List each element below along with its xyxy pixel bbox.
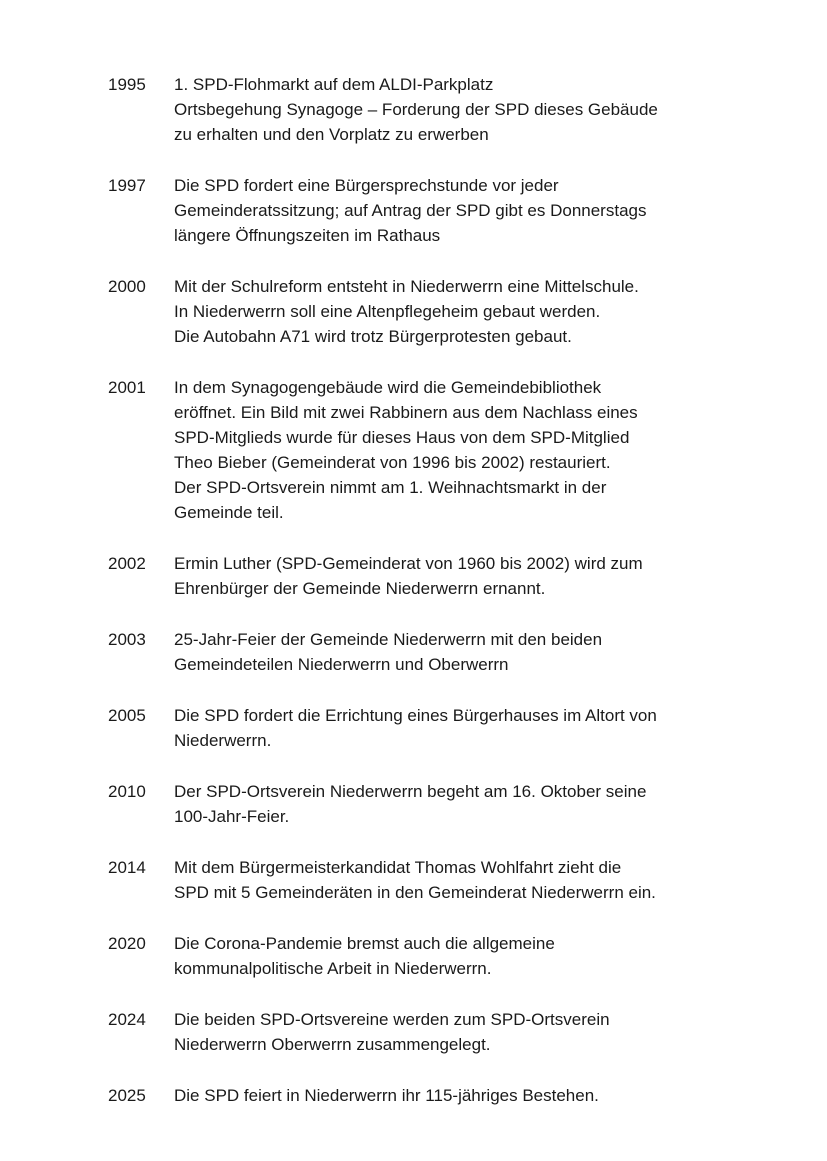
entry-text [174, 551, 748, 601]
timeline-entry [108, 551, 748, 601]
entry-text-line: Ehrenbürger der Gemeinde Niederwerrn ernannt. [174, 579, 546, 598]
entry-text-line: Ortsbegehung Synagoge – Forderung der SPD dieses Gebäude [174, 100, 658, 119]
timeline-entry [108, 375, 748, 525]
entry-text [174, 1007, 748, 1057]
entry-text-line: kommunalpolitische Arbeit in Niederwerrn. [174, 959, 492, 978]
entry-text-line: Der SPD-Ortsverein Niederwerrn begeht am 16. Oktober seine [174, 782, 647, 801]
entry-text-line: zu erhalten und den Vorplatz zu erwerben [174, 125, 489, 144]
entry-year: 2024 [108, 1010, 146, 1029]
entry-year: 2003 [108, 630, 146, 649]
entry-year: 1997 [108, 176, 146, 195]
timeline-entry [108, 274, 748, 349]
entry-text-line: Ermin Luther (SPD-Gemeinderat von 1960 bis 2002) wird zum [174, 554, 643, 573]
entry-text [174, 375, 748, 525]
entry-text-line: Gemeindeteilen Niederwerrn und Oberwerrn [174, 655, 509, 674]
entry-text-line: Niederwerrn Oberwerrn zusammengelegt. [174, 1035, 491, 1054]
timeline-entry [108, 855, 748, 905]
entry-year: 2005 [108, 706, 146, 725]
entry-text-line: Die Corona-Pandemie bremst auch die allgemeine [174, 934, 555, 953]
entry-year: 2010 [108, 782, 146, 801]
entry-text [174, 931, 748, 981]
timeline-entry [108, 931, 748, 981]
entry-year: 2020 [108, 934, 146, 953]
entry-text-line: SPD-Mitglieds wurde für dieses Haus von dem SPD-Mitglied [174, 428, 630, 447]
entry-text [174, 72, 748, 147]
entry-text [174, 703, 748, 753]
entry-text [174, 627, 748, 677]
timeline-entry [108, 1083, 748, 1108]
entry-text-line: In Niederwerrn soll eine Altenpflegeheim gebaut werden. [174, 302, 601, 321]
entry-year: 2002 [108, 554, 146, 573]
entry-text-line: Die SPD fordert die Errichtung eines Bürgerhauses im Altort von [174, 706, 657, 725]
timeline-list [108, 72, 748, 1134]
entry-year: 2014 [108, 858, 146, 877]
entry-text-line: eröffnet. Ein Bild mit zwei Rabbinern aus dem Nachlass eines [174, 403, 638, 422]
entry-text-line: Gemeinderatssitzung; auf Antrag der SPD gibt es Donnerstags [174, 201, 647, 220]
entry-text-line: In dem Synagogengebäude wird die Gemeindebibliothek [174, 378, 602, 397]
entry-text-line: 1. SPD-Flohmarkt auf dem ALDI-Parkplatz [174, 75, 494, 94]
entry-text-line: Der SPD-Ortsverein nimmt am 1. Weihnachtsmarkt in der [174, 478, 607, 497]
entry-text [174, 779, 748, 829]
entry-text-line: Die beiden SPD-Ortsvereine werden zum SPD-Ortsverein [174, 1010, 610, 1029]
timeline-entry [108, 173, 748, 248]
entry-text-line: Die SPD feiert in Niederwerrn ihr 115-jähriges Bestehen. [174, 1086, 599, 1105]
timeline-entry [108, 703, 748, 753]
entry-text-line: 100-Jahr-Feier. [174, 807, 290, 826]
entry-text-line: Mit dem Bürgermeisterkandidat Thomas Wohlfahrt zieht die [174, 858, 622, 877]
entry-text-line: Mit der Schulreform entsteht in Niederwerrn eine Mittelschule. [174, 277, 639, 296]
entry-text-line: SPD mit 5 Gemeinderäten in den Gemeinderat Niederwerrn ein. [174, 883, 656, 902]
timeline-entry [108, 779, 748, 829]
entry-text-line: Gemeinde teil. [174, 503, 284, 522]
timeline-entry [108, 627, 748, 677]
entry-year: 2000 [108, 277, 146, 296]
entry-text [174, 274, 748, 349]
entry-year: 2025 [108, 1086, 146, 1105]
entry-year: 1995 [108, 75, 146, 94]
entry-text [174, 855, 748, 905]
entry-text [174, 173, 748, 248]
entry-text-line: Die SPD fordert eine Bürgersprechstunde vor jeder [174, 176, 559, 195]
timeline-entry [108, 72, 748, 147]
entry-text [174, 1083, 748, 1108]
timeline-entry [108, 1007, 748, 1057]
entry-year: 2001 [108, 378, 146, 397]
entry-text-line: längere Öffnungszeiten im Rathaus [174, 226, 441, 245]
entry-text-line: Die Autobahn A71 wird trotz Bürgerprotesten gebaut. [174, 327, 572, 346]
entry-text-line: 25-Jahr-Feier der Gemeinde Niederwerrn mit den beiden [174, 630, 603, 649]
entry-text-line: Theo Bieber (Gemeinderat von 1996 bis 2002) restauriert. [174, 453, 611, 472]
entry-text-line: Niederwerrn. [174, 731, 272, 750]
